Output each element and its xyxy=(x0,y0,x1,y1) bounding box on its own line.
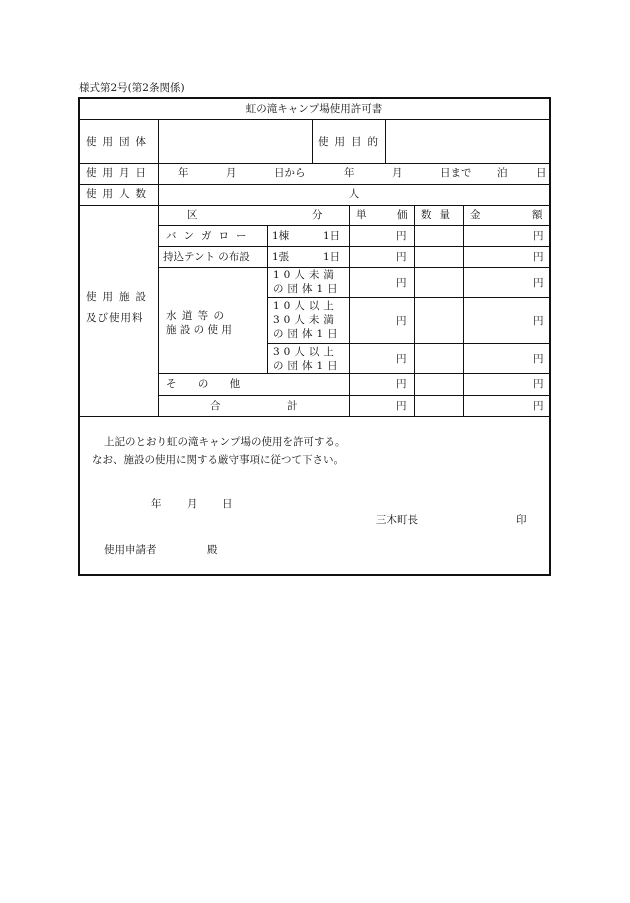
issue-date-day: 日 xyxy=(222,498,233,510)
water-row-1-condition xyxy=(273,268,342,296)
facilities-label xyxy=(86,287,152,329)
divider xyxy=(158,373,550,374)
water-row-2-line1: 10人以上 xyxy=(273,300,338,312)
applicant-label: 使用申請者 xyxy=(104,544,157,556)
divider xyxy=(463,205,464,416)
water-row-3-unit-price: 円 xyxy=(396,353,407,365)
total-amount: 円 xyxy=(533,400,544,412)
facilities-label-line1: 使用施設 xyxy=(86,291,152,303)
total-go: 合 xyxy=(210,400,221,412)
dates-month-to: 月 xyxy=(392,167,403,179)
water-row-2-amount: 円 xyxy=(533,315,544,327)
water-facility-line2: 施 設 の 使 用 xyxy=(166,324,232,336)
bungalow-unit-price: 円 xyxy=(396,230,407,242)
group-field[interactable] xyxy=(159,120,312,163)
tent-unit-price: 円 xyxy=(396,251,407,263)
bungalow-term: 1日 xyxy=(323,230,341,242)
dates-year-to: 年 xyxy=(344,167,355,179)
notice-line-1: 上記のとおり虹の滝キャンプ場の使用を許可する。 xyxy=(104,436,346,448)
facilities-label-line2: 及び使用料 xyxy=(86,312,144,324)
dates-day-from: 日から xyxy=(274,167,306,179)
other-name: そ の 他 xyxy=(166,378,250,390)
people-label: 使用人数 xyxy=(86,188,152,200)
header-bun: 分 xyxy=(312,209,323,221)
tent-unit: 1張 xyxy=(272,251,290,263)
issue-date-month: 月 xyxy=(187,498,198,510)
tent-term: 1日 xyxy=(323,251,341,263)
form-number-label: 様式第2号(第2条関係) xyxy=(79,82,185,94)
water-facility-name xyxy=(166,309,232,337)
header-suryo: 数量 xyxy=(421,209,458,221)
water-row-3-amount: 円 xyxy=(533,353,544,365)
divider xyxy=(158,395,550,396)
dates-label: 使用月日 xyxy=(86,167,152,179)
tent-amount: 円 xyxy=(533,251,544,263)
divider xyxy=(414,205,415,416)
water-row-1-line1: 10人未満 xyxy=(273,269,338,281)
purpose-field[interactable] xyxy=(386,120,549,163)
water-row-3-condition xyxy=(273,345,342,373)
divider xyxy=(158,119,159,416)
group-label: 使用団体 xyxy=(86,136,152,148)
issue-date-year: 年 xyxy=(151,498,162,510)
bungalow-name: バンガロー xyxy=(166,230,254,242)
header-kubun: 区 xyxy=(187,209,198,221)
bungalow-amount: 円 xyxy=(533,230,544,242)
water-row-2-line3: の団体1日 xyxy=(273,328,342,340)
form-title: 虹の滝キャンプ場使用許可書 xyxy=(245,103,383,115)
dates-month-from: 月 xyxy=(226,167,237,179)
notice-line-2: なお、施設の使用に関する厳守事項に従つて下さい。 xyxy=(92,454,344,466)
dates-days: 日 xyxy=(536,167,547,179)
dates-year-from: 年 xyxy=(178,167,189,179)
header-kin: 金 xyxy=(470,209,481,221)
divider xyxy=(349,205,350,416)
dates-nights: 泊 xyxy=(497,167,508,179)
water-row-2-line2: 30人未満 xyxy=(273,314,338,326)
water-row-1-unit-price: 円 xyxy=(396,277,407,289)
water-row-1-amount: 円 xyxy=(533,277,544,289)
divider xyxy=(79,416,550,417)
divider xyxy=(267,225,268,373)
tent-name: 持込テント の布設 xyxy=(163,251,250,263)
dates-day-to: 日まで xyxy=(440,167,472,179)
total-kei: 計 xyxy=(287,400,298,412)
water-row-2-condition xyxy=(273,299,342,341)
water-row-3-line1: 30人以上 xyxy=(273,346,338,358)
water-facility-line1: 水 道 等 の xyxy=(166,310,226,322)
divider xyxy=(267,297,550,298)
divider xyxy=(312,119,313,163)
water-row-2-unit-price: 円 xyxy=(396,315,407,327)
water-row-1-line2: の団体1日 xyxy=(273,283,342,295)
purpose-label: 使用目的 xyxy=(318,136,384,148)
issuer-seal: 印 xyxy=(516,514,527,526)
header-gaku: 額 xyxy=(532,209,543,221)
header-ka: 価 xyxy=(397,209,408,221)
divider xyxy=(79,184,550,185)
divider xyxy=(158,246,550,247)
total-unit-price: 円 xyxy=(396,400,407,412)
divider xyxy=(267,343,550,344)
divider xyxy=(79,163,550,164)
bungalow-unit: 1棟 xyxy=(272,230,290,242)
divider xyxy=(79,205,550,206)
other-unit-price: 円 xyxy=(396,378,407,390)
water-row-3-line2: の団体1日 xyxy=(273,360,342,372)
header-tan: 単 xyxy=(356,209,367,221)
issuer-name: 三木町長 xyxy=(376,514,418,526)
people-unit: 人 xyxy=(348,188,360,200)
divider xyxy=(158,225,550,226)
divider xyxy=(158,267,550,268)
other-amount: 円 xyxy=(533,378,544,390)
applicant-honorific: 殿 xyxy=(207,544,218,556)
